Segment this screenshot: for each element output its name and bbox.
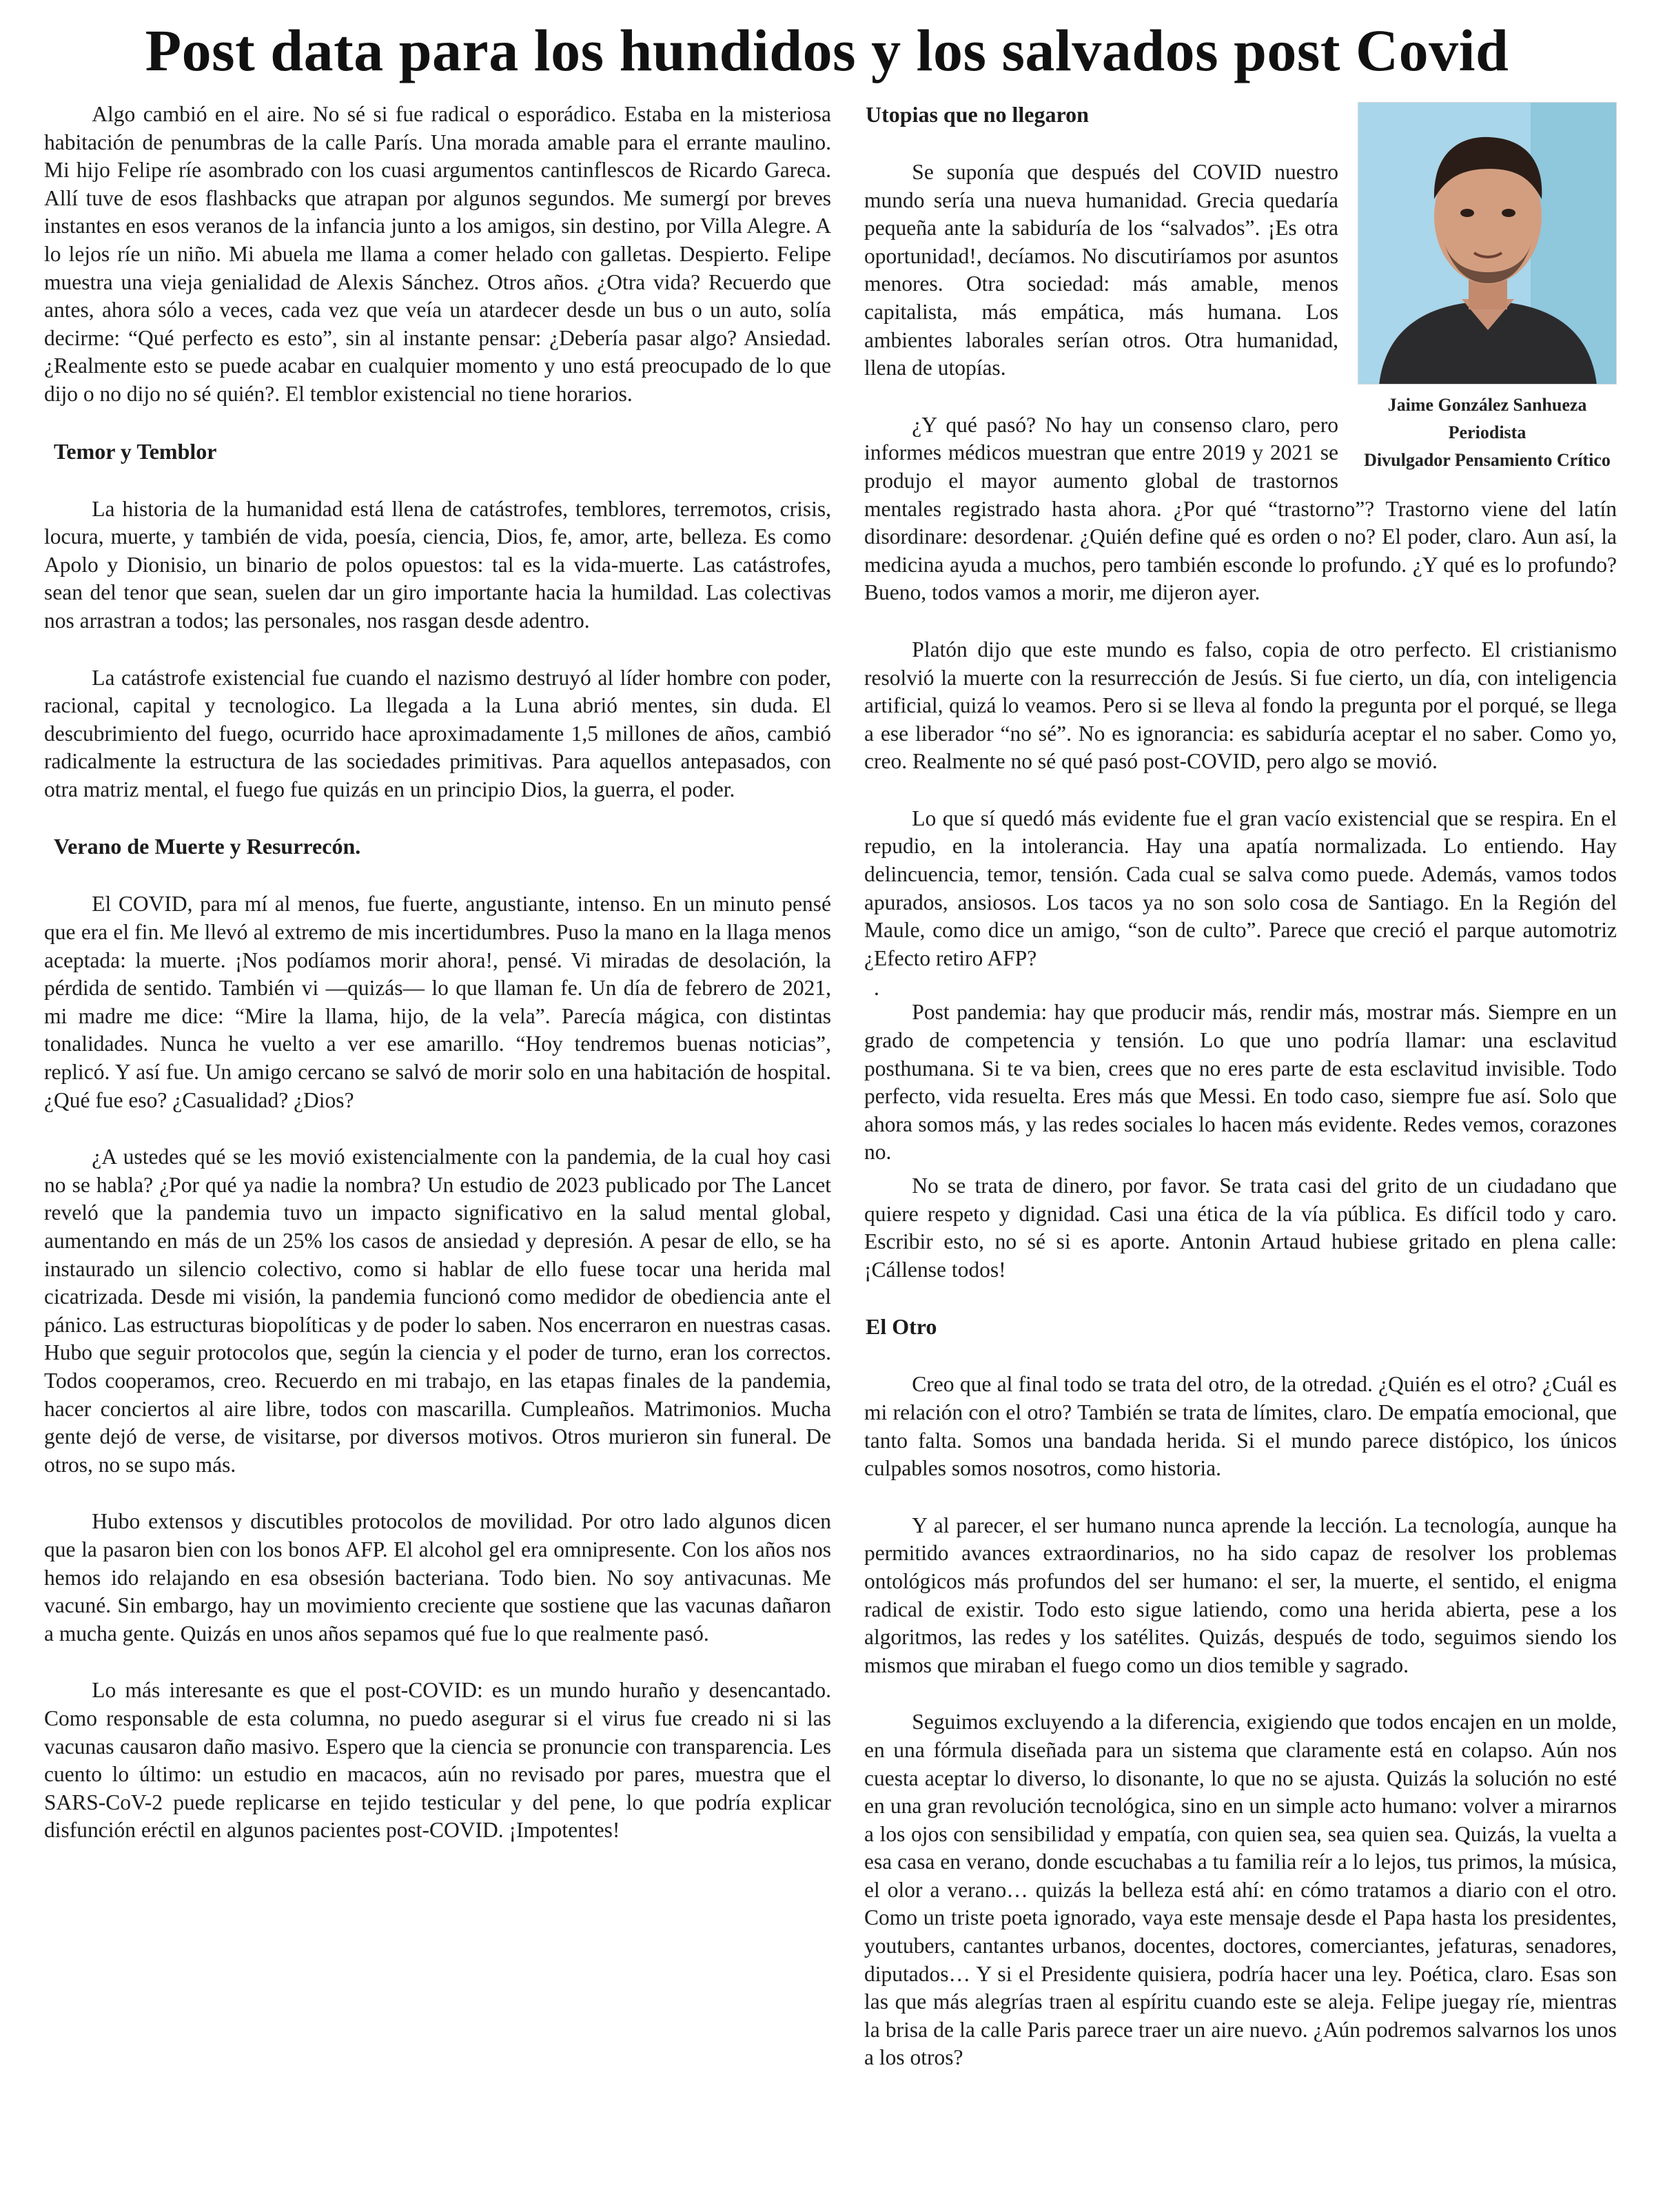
paragraph: ¿A ustedes qué se les movió existencialmente con la pandemia, de la cual hoy casi no se habla? ¿Por qué ya nadie la nombra? Un estudio de 2023 publicado por The Lancet reveló que la pandemia tuvo un impacto significativo en la salud mental global, aumentando en más de un 25% los casos de ansiedad y depresión. A pesar de ello, se ha instaurado un silencio colectivo, como si hablar de ello fuese tocar una herida mal cicatrizada. Desde mi visión, la pandemia funcionó como medidor de obediencia ante el pánico. Las estructuras biopolíticas y de poder lo saben. Nos encerraron en nuestras casas. Hubo que seguir protocolos que, según la ciencia y el poder de turno, eran los correctos. Todos cooperamos, creo. Recuerdo en mi trabajo, en las etapas finales de la pandemia, hacer conciertos al aire libre, todos con mascarilla. Cumpleaños. Matrimonios. Mucha gente dejó de verse, de visitarse, por diversos motivos. Otros murieron sin funeral. De otros, no se supo más. bbox=[44, 1145, 831, 1477]
paragraph-intro: Algo cambió en el aire. No sé si fue radical o esporádico. Estaba en la misteriosa habitación de penumbras de la calle París. Una morada amable para el errante maulino. Mi hijo Felipe ríe asombrado con los cuasi argumentos cantinflescos de Ricardo Gareca. Allí tuve de esos flashbacks que atrapan por algunos segundos. Me sumergí por breves instantes en esos veranos de la infancia junto a los amigos, sin destino, por Villa Alegre. A lo lejos ríe un niño. Mi abuela me llama a comer helado con galletas. Despierto. Felipe muestra una vieja genialidad de Alexis Sánchez. Otros años. ¿Otra vida? Recuerdo que antes, ahora sólo a veces, cada vez que veía un atardecer desde un bus o un auto, solía decirme: “Qué perfecto es esto”, sin al instante pensar: ¿Debería pasar algo? Ansiedad. ¿Realmente esto se puede acabar en cualquier momento y uno está preocupado de lo que dijo o no dijo no sé quién?. El temblor existencial no tiene horarios. bbox=[44, 102, 831, 406]
left-column bbox=[44, 101, 831, 1874]
paragraph: La historia de la humanidad está llena de catástrofes, temblores, terremotos, crisis, locura, muerte, y también de vida, poesía, ciencia, Dios, fe, amor, arte, belleza. Es como Apolo y Dionisio, un binario de polos opuestos: tal es la vida-muerte. Las catástrofes, sean del tenor que sean, suelen dar un giro importante hacia la humildad. Las colectivas nos arrastran a todos; las personales, nos rasgan desde adentro. bbox=[44, 496, 831, 633]
paragraph: Platón dijo que este mundo es falso, copia de otro perfecto. El cristianismo resolvió la muerte con la resurrección de Jesús. Si fue cierto, un día, con inteligencia artificial, quizá lo veamos. Pero si se lleva al fondo la pregunta por el porqué, se llega a ese liberador “no sé”. No es ignorancia: es sabiduría aceptar el no saber. Como yo, creo. Realmente no sé qué pasó post-COVID, pero algo se movió. bbox=[864, 637, 1617, 774]
paragraph: Lo que sí quedó más evidente fue el gran vacío existencial que se respira. En el repudio, en la intolerancia. Hay una apatía normalizada. Lo entiendo. Hay delincuencia, temor, tensión. Cada cual se salva como puede. Además, vamos todos apurados, ansiosos. Los tacos ya no son solo cosa de Santiago. En la Región del Maule, como dice un amigo, “son de culto”. Parece que creció el parque automotriz ¿Efecto retiro AFP? bbox=[864, 806, 1617, 970]
heading-temor-y-temblor: Temor y Temblor bbox=[54, 438, 217, 464]
paragraph: Se suponía que después del COVID nuestro mundo sería una nueva humanidad. Grecia quedaría pequeña ante la sabiduría de los “salvados”. ¡Es otra oportunidad!, decíamos. No discutiríamos por asuntos menores. Otra sociedad: más amable, menos capitalista, más empática, más humana. Los ambientes laborales serían otros. Otra humanidad, llena de utopías. bbox=[864, 160, 1338, 380]
paragraph: Seguimos excluyendo a la diferencia, exigiendo que todos encajen en un molde, en una fórmula diseñada para un sistema que claramente está en colapso. Aún nos cuesta aceptar lo diverso, lo disonante, lo que no se ajusta. Quizás la solución no esté en una gran revolución tecnológica, sino en un simple acto humano: volver a mirarnos a los ojos con sensibilidad y empatía, con quien sea, sea quien sea. Quizás, la vuelta a esa casa en verano, donde escuchabas a tu familia reír a lo lejos, tus primos, la música, el olor a verano… quizás la belleza está ahí: en cómo tratamos a diario con el otro. Como un triste poeta ignorado, vaya este mensaje desde el Papa hasta los presidentes, youtubers, cantantes urbanos, docentes, doctores, comerciantes, jefaturas, senadores, diputados… Y si el Presidente quisiera, podría hacer una ley. Poética, claro. Esas son las que más alegrías traen al espíritu cuando este se aleja. Felipe juegay ríe, mientras la brisa de la calle Paris parece traer un aire nuevo. ¿Aún podremos salvarnos los unos a los otros? bbox=[864, 1710, 1617, 2070]
heading-el-otro: El Otro bbox=[866, 1314, 937, 1340]
author-role: Periodista bbox=[1448, 422, 1527, 442]
paragraph: Y al parecer, el ser humano nunca aprende la lección. La tecnología, aunque ha permitido avances extraordinarios, no ha sido capaz de resolver los problemas ontológicos más profundos del ser humano: el ser, la muerte, el sentido, el enigma radical de existir. Todo esto sigue latiendo, como una herida abierta, pese a los algoritmos, las redes y los satélites. Quizás, después de todo, seguimos siendo los mismos que miraban el fuego como un dios temible y sagrado. bbox=[864, 1513, 1617, 1677]
paragraph: La catástrofe existencial fue cuando el nazismo destruyó al líder hombre con poder, racional, capital y tecnologico. La llegada a la Luna abrió mentes, sin duda. El descubrimiento del fuego, ocurrido hace aproximadamente 1,5 millones de años, cambió radicalmente la estructura de las sociedades primitivas. Para aquellos antepasados, con otra matriz mental, el fuego fue quizás en un principio Dios, la guerra, el poder. bbox=[44, 665, 831, 801]
author-photo bbox=[1358, 102, 1617, 385]
paragraph: El COVID, para mí al menos, fue fuerte, angustiante, intenso. En un minuto pensé que era el fin. Me llevó al extremo de mis incertidumbres. Puso la mano en la llaga menos aceptada: la muerte. ¡Nos podíamos morir ahora!, pensé. Vi miradas de desolación, la pérdida de sentido. También vi —quizás— lo que llaman fe. Un día de febrero de 2021, mi madre me dice: “Mire la llama, hijo, de la vela”. Parecía mágica, con distintas tonalidades. Nunca he vuelto a ver ese amarillo. “Hoy tendremos buenas noticias”, replicó. Y así fue. Un amigo cercano se salvó de morir solo en una habitación de hospital. ¿Qué fue eso? ¿Casualidad? ¿Dios? bbox=[44, 892, 831, 1112]
author-name: Jaime González Sanhueza bbox=[1387, 395, 1587, 415]
paragraph: Post pandemia: hay que producir más, rendir más, mostrar más. Siempre en un grado de competencia y tensión. Lo que uno podría llamar: una esclavitud posthumana. Si te va bien, crees que no eres parte de esta esclavitud invisible. Todo perfecto, vida resuelta. Eres más que Messi. En todo caso, siempre fue así. Solo que ahora somos más, y las redes sociales lo hacen más evidente. Redes vemos, corazones no. bbox=[864, 1000, 1617, 1165]
author-portrait-illustration bbox=[1358, 103, 1617, 385]
author-description: Divulgador Pensamiento Crítico bbox=[1364, 450, 1611, 470]
paragraph: Creo que al final todo se trata del otro, de la otredad. ¿Quién es el otro? ¿Cuál es mi relación con el otro? También se trata de límites, claro. De empatía emocional, que tanto falta. Somos una bandada herida. Si el mundo parece distópico, los únicos culpables somos nosotros, como historia. bbox=[864, 1372, 1617, 1481]
stray-dot: . bbox=[874, 976, 879, 1001]
paragraph: ¿Y qué pasó? No hay un consenso claro, pero informes médicos muestran que entre 2019 y 2021 se produjo el mayor aumento global de trastornos mentales registrado hasta ahora. ¿Por qué “trastorno”? Trastorno viene del latín disordinare: desordenar. ¿Quién define qué es orden o no? El poder, claro. Aun así, la medicina ayuda a muchos, pero también esconde lo profundo. ¿Y qué es lo profundo? Bueno, todos vamos a morir, me dijeron ayer. bbox=[864, 412, 1617, 605]
heading-verano-de-muerte: Verano de Muerte y Resurrecón. bbox=[54, 834, 361, 859]
paragraph: No se trata de dinero, por favor. Se trata casi del grito de un ciudadano que quiere respeto y dignidad. Casi una ética de la vía pública. Es difícil todo y caro. Escribir esto, no sé si es aporte. Antonin Artaud hubiese gritado en plena calle: ¡Cállense todos! bbox=[864, 1174, 1617, 1282]
paragraph: Hubo extensos y discutibles protocolos de movilidad. Por otro lado algunos dicen que la pasaron bien con los bonos AFP. El alcohol gel era omnipresente. Con los años nos hemos ido relajando en esa obsesión bacteriana. Todo bien. No soy antivacunas. Me vacuné. Sin embargo, hay un movimiento creciente que sostiene que las vacunas dañaron a mucha gente. Quizás en unos años sepamos qué fue lo que realmente pasó. bbox=[44, 1509, 831, 1646]
heading-utopias: Utopias que no llegaron bbox=[866, 102, 1089, 127]
article-title: Post data para los hundidos y los salvados post Covid bbox=[145, 17, 1509, 83]
right-column bbox=[864, 101, 1617, 2101]
author-box bbox=[1358, 102, 1617, 474]
paragraph: Lo más interesante es que el post-COVID: es un mundo huraño y desencantado. Como responsable de esta columna, no puedo asegurar si el virus fue creado ni si las vacunas causaron daño masivo. Espero que la ciencia se pronuncie con transparencia. Les cuento lo último: un estudio en macacos, aún no revisado por pares, muestra que el SARS-CoV-2 puede replicarse en tejido testicular y del pene, lo que podría explicar disfunción eréctil en algunos pacientes post-COVID. ¡Impotentes! bbox=[44, 1678, 831, 1843]
